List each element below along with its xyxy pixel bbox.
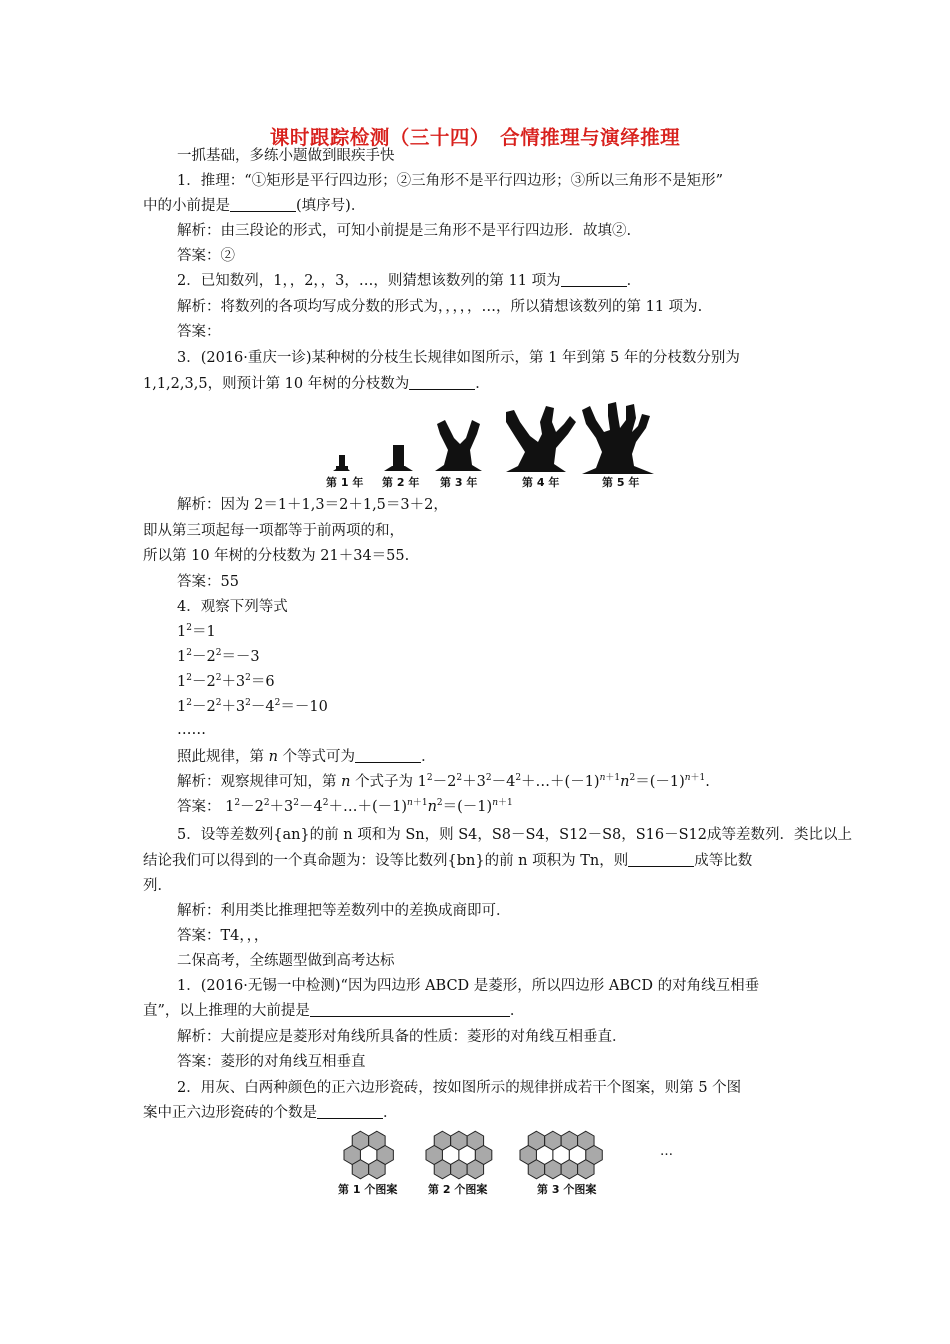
tree-year-2 [384, 445, 413, 471]
q1-answer: 答案：② [177, 248, 235, 264]
answer-blank [561, 272, 627, 287]
p2-stem-tail: ． [383, 1105, 398, 1121]
variable-n: n [341, 774, 351, 790]
tree-year-1 [333, 455, 350, 471]
tree-year-4 [506, 406, 576, 472]
caption-year-3: 第 3 年 [440, 476, 478, 489]
q2-stem-text: 2．已知数列，1，，2，，3，…，则猜想该数列的第 11 项为 [177, 273, 561, 289]
tree-year-5 [582, 402, 654, 474]
tree-canopy [435, 420, 482, 471]
q1-stem-tail: (填序号)． [296, 198, 366, 214]
q4-equation-1: $1^2=1$ [177, 623, 216, 640]
caption-pattern-2: 第 2 个图案 [428, 1183, 488, 1196]
tree-base [384, 466, 413, 471]
q4-equation-4: $1^2-2^2+3^2-4^2=-10$ [177, 698, 328, 715]
p1-answer: 答案：菱形的对角线互相垂直 [177, 1054, 366, 1070]
q4-answer-label: 答案： [177, 799, 221, 815]
q2-solution: 解析：将数列的各项均写成分数的形式为，，，，，…，所以猜想该数列的第 11 项为. [177, 299, 703, 315]
q3-stem-text: 1,1,2,3,5，则预计第 10 年树的分枝数为 [143, 376, 410, 392]
q1-stem-line2 [143, 196, 365, 216]
q3-stem-line2 [143, 374, 490, 394]
q4-solution-text-2: 个式子为 [355, 774, 414, 790]
answer-blank [355, 748, 421, 763]
q5-answer: 答案：T4，，， [177, 928, 269, 944]
q3-solution-line1: 解析：因为 2＝1＋1,3＝2＋1,5＝3＋2， [177, 497, 448, 513]
q1-stem-text: 中的小前提是 [143, 198, 230, 214]
gray-hexagon-tile [451, 1160, 467, 1179]
tree-trunk [393, 445, 404, 467]
q4-equation-3: $1^2-2^2+3^2=6$ [177, 673, 275, 690]
tree-captions [326, 475, 639, 489]
section-1-heading: 一抓基础，多练小题做到眼疾手快 [177, 148, 395, 164]
gray-hexagon-tile [467, 1160, 483, 1179]
gray-hexagon-tile [545, 1160, 561, 1179]
q2-stem-tail: ． [626, 273, 642, 289]
q4-answer: 答案： $1^2-2^2+3^2-4^2+\dots+(-1)^{n+1}n^2=(-1)^{n+1}$ [177, 798, 513, 815]
answer-blank [628, 852, 694, 867]
p2-stem-text: 案中正六边形瓷砖的个数是 [143, 1105, 317, 1121]
page-title: 课时跟踪检测（三十四） 合情推理与演绎推理 [269, 126, 681, 149]
q4-ask [177, 747, 436, 767]
gray-hexagon-tile [578, 1160, 594, 1179]
q3-answer: 答案：55 [177, 574, 239, 590]
q4-ask-tail: ． [421, 749, 436, 765]
answer-blank [409, 375, 475, 390]
gray-hexagon-tile [434, 1160, 450, 1179]
q3-stem-tail: ． [475, 376, 490, 392]
q3-stem-line1: 3．(2016·重庆一诊)某种树的分枝生长规律如图所示，第 1 年到第 5 年的分枝数分别为 [177, 350, 740, 366]
q1-stem-line1: 1．推理：“①矩形是平行四边形；②三角形不是平行四边形；③所以三角形不是矩形” [177, 173, 724, 189]
q3-solution-line2: 即从第三项起每一项都等于前两项的和， [143, 523, 404, 539]
q4-ellipsis: …… [177, 722, 206, 738]
caption-pattern-1: 第 1 个图案 [338, 1183, 398, 1196]
gray-hexagon-tile [352, 1160, 368, 1179]
q4-solution: 解析：观察规律可知，第 n 个式子为 $1^2-2^2+3^2-4^2+\dots+(-1)^{n+1}n^2=(-1)^{n+1}$. [177, 773, 710, 790]
gray-hexagon-tile [528, 1160, 544, 1179]
q3-solution-line3: 所以第 10 年树的分枝数为 21＋34＝55. [143, 548, 410, 564]
caption-year-2: 第 2 年 [382, 476, 420, 489]
q5-stem-line3: 列． [143, 878, 172, 894]
q2-stem [177, 271, 641, 291]
hexagon-pattern-figure [330, 1127, 690, 1199]
variable-n: n [268, 749, 278, 765]
tree-trunk [339, 455, 345, 467]
caption-pattern-3: 第 3 个图案 [537, 1183, 597, 1196]
caption-year-5: 第 5 年 [602, 476, 640, 489]
gray-hexagon-tile [369, 1160, 385, 1179]
tree-canopy [506, 406, 576, 472]
q5-stem-line2 [143, 851, 752, 871]
caption-year-4: 第 4 年 [522, 476, 560, 489]
q4-ask-text: 照此规律，第 [177, 749, 264, 765]
answer-blank [317, 1104, 383, 1119]
p2-stem-line1: 2．用灰、白两种颜色的正六边形瓷砖，按如图所示的规律拼成若干个图案，则第 5 个图 [177, 1080, 742, 1096]
tree-growth-figure [320, 400, 660, 492]
q2-answer: 答案： [177, 324, 221, 340]
p1-solution: 解析：大前提应是菱形对角线所具备的性质：菱形的对角线互相垂直． [177, 1029, 627, 1045]
p1-stem-line2 [143, 1001, 524, 1021]
q5-stem-line1: 5．设等差数列{an}的前 n 项和为 Sn，则 S4，S8－S4，S12－S8，S16－S12成等差数列．类比以上 [177, 827, 852, 843]
p1-stem-tail: ． [509, 1003, 525, 1019]
pattern-ellipsis: … [660, 1144, 673, 1159]
q5-stem-text: 结论我们可以得到的一个真命题为：设等比数列{bn}的前 n 项积为 Tn，则 [143, 853, 629, 869]
p1-stem-text: 直”，以上推理的大前提是 [143, 1003, 310, 1019]
q4-solution-text: 解析：观察规律可知，第 [177, 774, 337, 790]
section-2-heading: 二保高考，全练题型做到高考达标 [177, 953, 395, 969]
hexagon-patterns [344, 1131, 602, 1179]
p2-stem-line2 [143, 1103, 398, 1123]
q4-stem: 4．观察下列等式 [177, 599, 288, 615]
q5-solution: 解析：利用类比推理把等差数列中的差换成商即可． [177, 903, 511, 919]
q5-stem-tail: 成等比数 [694, 853, 753, 869]
q4-equation-2: $1^2-2^2=-3$ [177, 648, 260, 665]
q1-solution: 解析：由三段论的形式，可知小前提是三角形不是平行四边形．故填②. [177, 223, 632, 239]
q4-ask-text-2: 个等式可为 [282, 749, 356, 765]
answer-blank [310, 1002, 510, 1017]
tree-year-3 [435, 420, 482, 471]
caption-year-1: 第 1 年 [326, 476, 364, 489]
tree-canopy [582, 402, 654, 474]
answer-blank [230, 197, 296, 212]
gray-hexagon-tile [561, 1160, 577, 1179]
p1-stem-line1: 1．(2016·无锡一中检测)“因为四边形 ABCD 是菱形，所以四边形 ABCD 的对角线互相垂 [177, 978, 760, 994]
